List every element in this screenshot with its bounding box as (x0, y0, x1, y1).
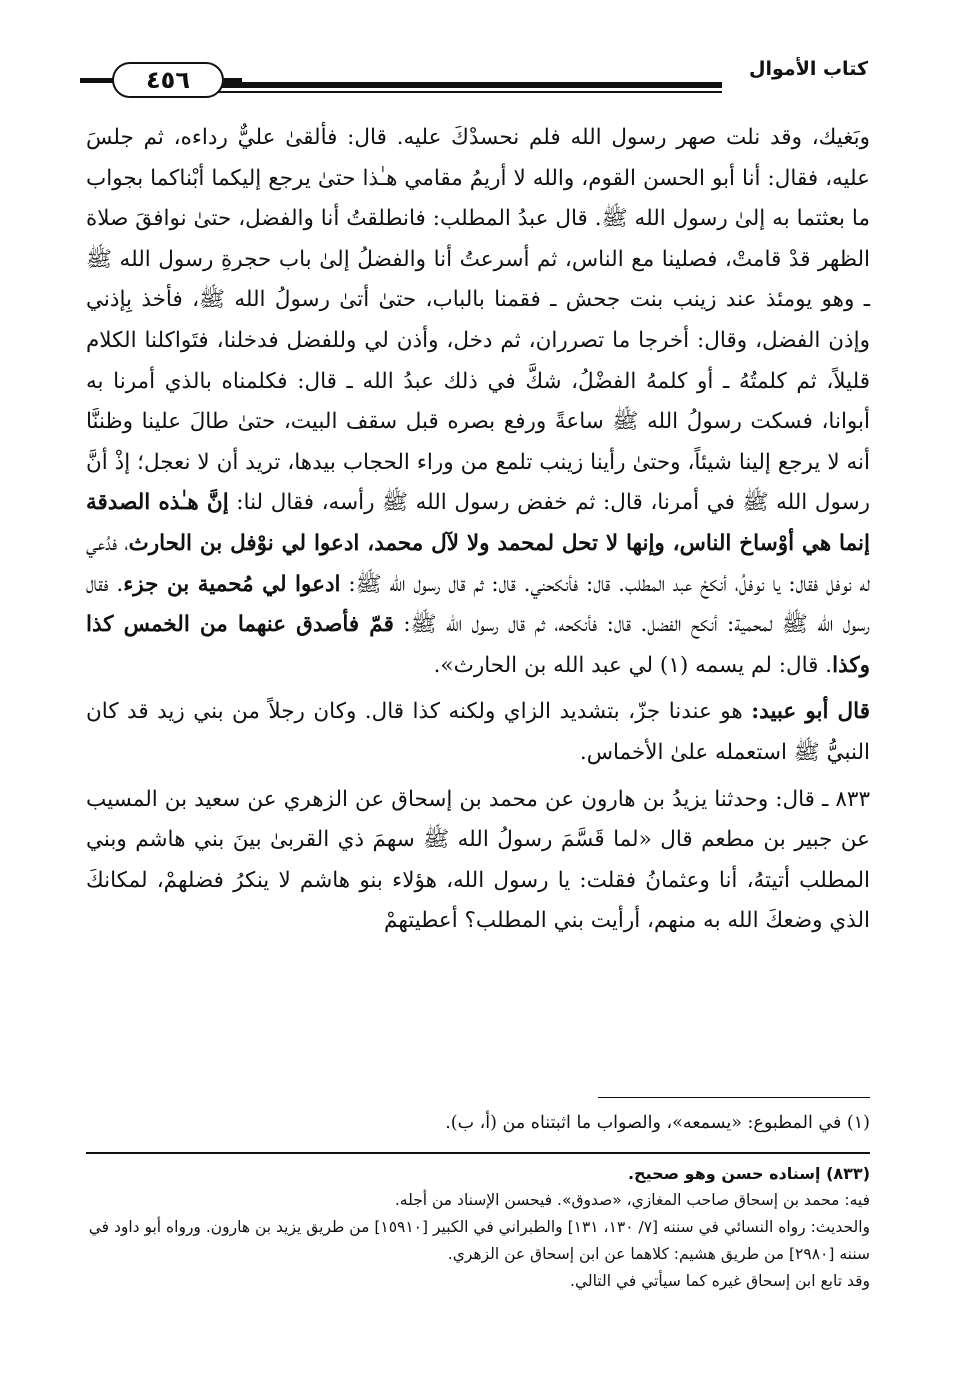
page-header (88, 54, 868, 100)
editor-notes (86, 1160, 870, 1295)
bold-quote: ادعوا لي مُحمية بن جزء (123, 571, 341, 597)
speaker-label: قال أبو عبيد: (751, 699, 870, 725)
text-run: . قال: لم يسمه (١) لي عبد الله بن الحارث». (433, 652, 833, 678)
text-run: هو عندنا جزّ، بتشديد الزاي ولكنه كذا قال. وكان رجلاً من بني زيد قد كان النبيُّ ﷺ استعمله علىٰ الأخماس. (86, 699, 870, 765)
footnote: (١) في المطبوع: «يسمعه»، والصواب ما اثبتناه من (أ، ب). (445, 1113, 870, 1133)
header-rule-thick (216, 82, 722, 88)
paragraph-abu-ubaid (86, 692, 870, 773)
text-run: وبَغيك، وقد نلت صهر رسول الله فلم نحسدْكَ عليه. قال: فألقىٰ عليٌّ رداءه، ثم جلسَ عليه، فقال: أنا أبو الحسن القوم، والله لا أريمُ مقامي هـٰذا حتىٰ يرجع إليكما أبْناكما بجواب ما بعثتما به إلىٰ رسول الله ﷺ. قال عبدُ المطلب: فانطلقتُ أنا والفضل، حتىٰ نوافقَ صلاة الظهر قدْ قامتْ، فصلينا مع الناس، ثم أسرعتُ أنا والفضلُ إلىٰ باب حجرةِ رسول الله ﷺ ـ وهو يومئذ عند زينب بنت جحش ـ فقمنا بالباب، حتىٰ أتىٰ رسولُ الله ﷺ، فأخذ بِإذني وإذن الفضل، وقال: أخرجا ما تصرران، ثم دخل، وأذن لي وللفضل فدخلنا، فتَواكلنا الكلام قليلاً، ثم كلمتُهُ ـ أو كلمهُ الفضْلُ، شكَّ في ذلك عبدُ الله ـ قال: فكلمناه بالذي أمرنا به أبوانا، فسكت رسولُ الله ﷺ ساعةً ورفع بصره قبل سقف البيت، حتىٰ طالَ علينا وظننَّا أنه لا يرجع إلينا شيئاً، وحتىٰ رأينا زينب تلمع من وراء الحجاب بيدها، تريد أن لا نعجل؛ إذْ أنَّ رسول الله ﷺ في أمرنا، قال: ثم خفض رسول الله ﷺ رأسه، فقال لنا: (86, 125, 870, 516)
notes-line: فيه: محمد بن إسحاق صاحب المغازي، «صدوق». فيحسن الإسناد من أجله. (394, 1191, 870, 1209)
text-run: ، فدُعي له نوفل فقال: يا نوفلُ، أنكحْ عبد المطلب. قال: فأنكحني. قال: ثم قال رسول الله ﷺ: (86, 530, 870, 597)
main-text (86, 118, 870, 942)
footnote-divider (598, 1097, 870, 1098)
paragraph-hadith-833 (86, 780, 870, 942)
header-rule-thin (216, 91, 722, 93)
page-number-badge (112, 62, 224, 98)
paragraph-hadith-continuation (86, 118, 870, 686)
notes-title: (٨٣٣) إسناده حسن وهو صحيح. (627, 1164, 870, 1183)
notes-line: والحديث: رواه النسائي في سننه [٧/ ١٣٠، ١٣١] والطبراني في الكبير [١٥٩١٠] من طريق يزيد بن هارون. ورواه أبو داود في سننه [٢٩٨٠] من طريق هشيم: كلاهما عن ابن إسحاق عن الزهري. (88, 1218, 870, 1263)
page-number: ٤٥٦ (146, 66, 190, 94)
text-run: . فقال رسول الله ﷺ لمحمية: أنكح الفضل. قال: فأنكحه، ثم قال رسول الله ﷺ: (86, 571, 871, 638)
notes-divider (86, 1152, 870, 1154)
text-run: ٨٣٣ ـ قال: وحدثنا يزيدُ بن هارون عن محمد بن إسحاق عن الزهري عن سعيد بن المسيب عن جبير بن مطعم قال «لما قَسَّمَ رسولُ الله ﷺ سهمَ ذي القربىٰ بينَ بني هاشم وبني المطلب أتيتهُ، أنا وعثمانُ فقلت: يا رسول الله، هؤلاء بنو هاشم لا ينكرُ فضلهمْ، لمكانكَ الذي وضعكَ الله به منهم، أرأيت بني المطلب؟ أعطيتهمْ (86, 786, 870, 934)
book-title: كتاب الأموال (749, 58, 868, 80)
notes-line: وقد تابع ابن إسحاق غيره كما سيأتي في التالي. (570, 1272, 870, 1290)
bold-quote: إنَّ هـٰذه الصدقة إنما هي أوْساخ الناس، وإنها لا تحل لمحمد ولا لآل محمد، ادعوا لي نوْفل بن الحارث (86, 490, 870, 556)
bold-quote: قمّ فأصدق عنهما من الخمس كذا وكذا (86, 612, 870, 678)
